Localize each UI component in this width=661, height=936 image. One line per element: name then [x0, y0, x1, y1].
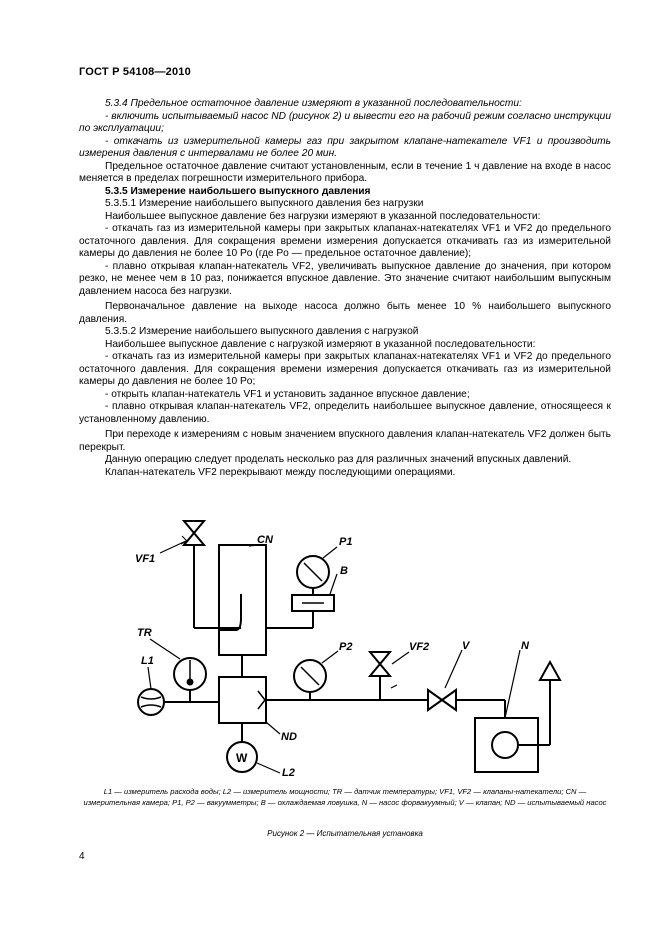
nd-pump	[219, 677, 266, 723]
label-l1: L1	[141, 655, 154, 667]
figure-legend: L1 — измеритель расхода воды; L2 — измеритель мощности; TR — датчик температуры; VF1, VF2 — клапаны-натекатели; CN — измерительная камера; P1, P2 — вакуумметры; B — охлаждаемая ловушка, N — насос форвакуумный; V — клапан; ND — испытываемый насос	[83, 787, 607, 807]
para-initial-pressure: Первоначальное давление на выходе насоса должно быть менее 10 % наибольшего выпускного давления.	[79, 301, 611, 325]
label-vf1: VF1	[135, 553, 156, 565]
para-5-3-4: 5.3.4 Предельное остаточное давление измеряют в указанной последовательности:	[105, 98, 522, 109]
v-valve-icon	[428, 690, 456, 710]
label-cn: CN	[257, 534, 273, 546]
para-ultimate-pressure: Предельное остаточное давление считают установленным, если в течение 1 ч давление на входе в насос меняется в пределах погрешности измерительного прибора.	[79, 160, 611, 184]
para-repeat: Данную операцию следует проделать несколько раз для различных значений впускных давлений.	[105, 454, 572, 465]
para-step-2: - откачать из измерительной камеры газ при закрытом клапане-натекателе VF1 и производить измерения давления с интервалами не более 20 мин.	[79, 135, 611, 159]
figure-caption: Рисунок 2 — Испытательная установка	[267, 829, 423, 838]
heading-5-3-5-1: 5.3.5.1 Измерение наибольшего выпускного давления без нагрузки	[105, 198, 424, 209]
label-n: N	[521, 640, 529, 652]
heading-5-3-5: 5.3.5 Измерение наибольшего выпускного давления	[105, 185, 371, 197]
label-w: W	[236, 751, 248, 765]
l1-flowmeter-icon	[138, 689, 164, 715]
para-transition: При переходе к измерениям с новым значением впускного давления клапан-натекатель VF2 должен быть перекрыт.	[79, 429, 611, 453]
para-load-intro: Наибольшее выпускное давление с нагрузкой измеряют в указанной последовательности:	[105, 338, 536, 350]
para-close-vf2: Клапан-натекатель VF2 перекрывают между последующими операциями.	[105, 466, 456, 478]
para-load-step-3: - плавно открывая клапан-натекатель VF2, определить наибольшее выпускное давление, относящееся к установленному давлению.	[79, 401, 611, 425]
cn-chamber	[219, 545, 266, 655]
para-step-1: - включить испытываемый насос ND (рисунок 2) и вывести его на рабочий режим согласно инструкции по эксплуатации;	[79, 110, 611, 134]
para-no-load-step-2: - плавно открывая клапан-натекатель VF2, увеличивать выпускное давление до значения, при котором резко, не менее чем в 10 раз, понижается впускное давление. Это значение считают наибольшим выпускным давлением насоса без нагрузки.	[79, 260, 611, 297]
label-b: B	[340, 565, 348, 577]
para-no-load-intro: Наибольшее выпускное давление без нагрузки измеряют в указанной последовательности:	[105, 210, 541, 222]
heading-5-3-5-2: 5.3.5.2 Измерение наибольшего выпускного давления с нагрузкой	[105, 326, 419, 337]
label-tr: TR	[137, 627, 152, 639]
vf2-valve-icon	[370, 652, 390, 676]
exhaust-arrow-icon	[540, 662, 560, 680]
para-no-load-step-1: - откачать газ из измерительной камеры при закрытых клапанах-натекателях VF1 и VF2 до предельного остаточного давления. Для сокращения времени измерения допускается откачивать газ из измерительной камеры до давления не более 10 Pо (где Pо — предельное остаточное давление);	[79, 223, 611, 259]
cn-inner-pipe	[219, 594, 241, 630]
label-l2: L2	[282, 767, 295, 779]
page-number: 4	[79, 851, 85, 862]
label-p2: P2	[339, 641, 353, 653]
para-load-step-1: - откачать газ из измерительной камеры при закрытых клапанах-натекателях VF1 и VF2 до предельного остаточного давления. Для сокращения времени измерения допускается откачивать газ из измерительной камеры до давления не более 10 Pо;	[79, 351, 611, 387]
document-header: ГОСТ Р 54108—2010	[79, 66, 191, 78]
label-vf2: VF2	[409, 641, 430, 653]
label-nd: ND	[281, 731, 297, 743]
label-p1: P1	[339, 536, 353, 548]
label-v: V	[462, 640, 470, 652]
para-load-step-2: - открыть клапан-натекатель VF1 и установить заданное впускное давление;	[105, 388, 470, 400]
